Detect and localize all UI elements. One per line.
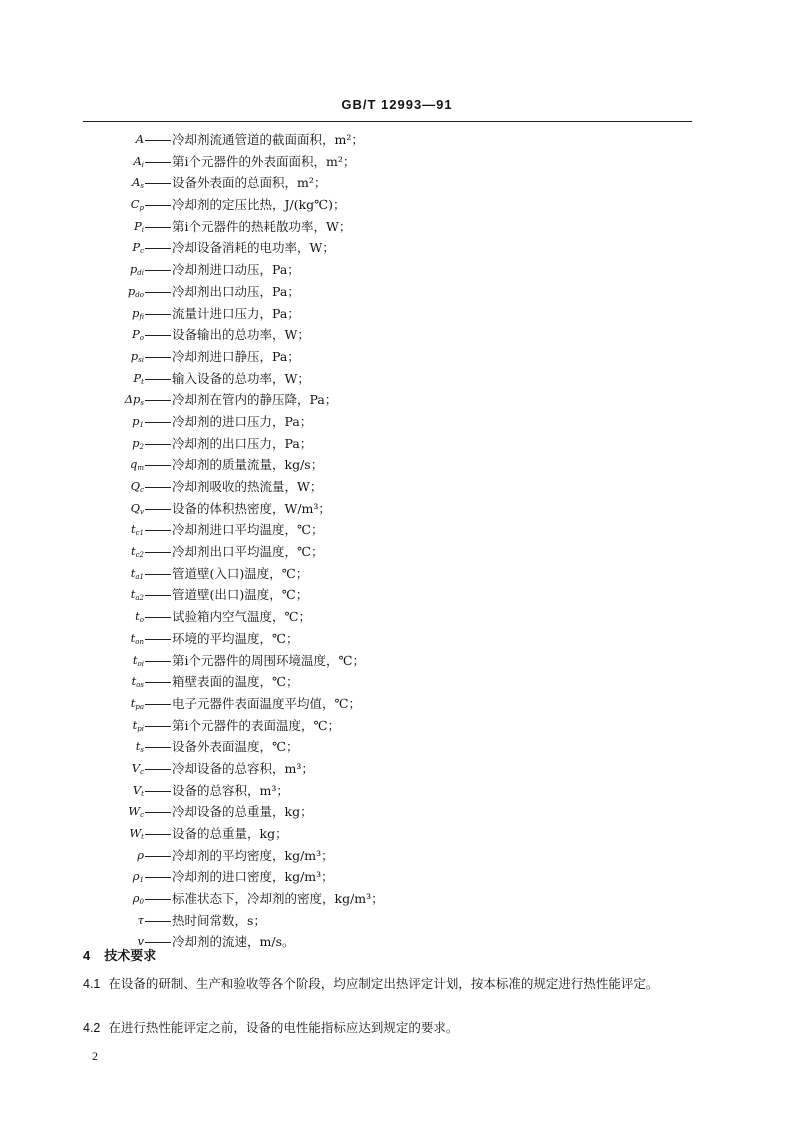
symbol-letter: W [128,804,141,819]
symbol-letter: v [137,934,144,949]
description-text: 环境的平均温度，℃； [172,630,299,646]
symbol-letter: A [135,132,144,146]
symbol-subscript: do [135,290,144,299]
symbol-subscript: a1 [135,572,144,581]
symbol-subscript: 2 [139,442,144,451]
description-text: 设备的总容积，m³； [172,782,289,798]
symbol-subscript: s [140,399,144,408]
symbol-description [145,216,351,238]
symbol-letter: W [129,826,142,840]
symbol-row [0,389,794,411]
symbol-letter: Q [130,479,141,493]
symbol-description [145,823,288,845]
symbol-subscript: pa [135,702,144,711]
description-text: 冷却设备的总重量，kg； [172,804,313,820]
em-dash-separator [145,812,171,813]
symbol-description [145,324,310,346]
symbol-description [145,259,300,281]
symbol-letter: t [130,630,136,645]
symbol-description [145,237,335,259]
symbol-letter: ρ [137,847,144,862]
symbol-description [145,671,298,693]
symbol-letter: C [130,197,140,212]
symbol-letter: t [135,739,141,754]
em-dash-separator [145,834,171,835]
em-dash-separator [145,639,171,640]
symbol-description [145,498,331,520]
em-dash-separator [145,704,171,705]
symbol-row [0,129,794,151]
symbol-letter: Δp [124,392,141,407]
symbol-subscript: a2 [135,594,144,603]
em-dash-separator [145,617,171,618]
symbol-subscript: c [140,811,144,820]
symbol-description [145,650,365,672]
symbol-row [0,584,794,606]
description-text: 第i个元器件的热耗散功率，W； [172,218,352,234]
symbol-description [145,801,313,823]
symbol-row [0,823,794,845]
description-text: 冷却剂的定压比热，J/(kg℃)； [172,197,346,213]
symbol-description [145,476,322,498]
description-text: 设备的体积热密度，W/m³； [172,500,331,516]
paragraph-text: 在进行热性能评定之前，设备的电性能指标应达到规定的要求。 [108,1020,459,1035]
em-dash-separator [145,292,171,293]
paragraph-number: 4.1 [83,977,101,991]
symbol-description [145,606,311,628]
description-text: 第i个元器件的表面温度，℃； [172,717,340,733]
description-text: 冷却剂流通管道的截面面积，m²； [172,132,364,147]
em-dash-separator [145,899,171,900]
symbol-description [145,541,323,563]
description-text: 电子元器件表面温度平均值，℃； [172,695,361,711]
symbol-row [0,237,794,259]
em-dash-separator [145,574,171,575]
symbol-description [145,758,314,780]
symbol-subscript: si [138,355,144,364]
symbol-description [145,866,334,888]
symbol-subscript: c [140,767,144,776]
symbol-letter: V [132,782,142,797]
description-text: 冷却剂出口动压，Pa； [172,283,300,299]
symbol-subscript: o [139,616,144,625]
paragraph [83,973,695,995]
symbol-row [0,433,794,455]
em-dash-separator [145,248,171,249]
symbol-subscript: fi [139,312,144,321]
symbol-letter: p [127,283,136,298]
symbol-letter: p [130,348,139,363]
symbol-description [145,129,364,151]
symbol-row [0,411,794,433]
description-text: 设备外表面温度，℃； [172,739,299,755]
symbol-row [0,151,794,173]
em-dash-separator [145,183,171,184]
symbol-row [0,259,794,281]
em-dash-separator [145,270,171,271]
symbol-letter: P [132,327,140,342]
symbol-subscript: t [141,377,144,386]
symbol-description [145,303,300,325]
em-dash-separator [145,942,171,943]
section-title: 技术要求 [104,948,157,963]
symbol-subscript: t [141,789,144,798]
symbol-subscript: i [141,160,144,169]
description-text: 冷却剂在管内的静压降，Pa； [172,392,338,408]
em-dash-separator [145,314,171,315]
section-number: 4 [83,948,91,963]
symbol-description [145,563,308,585]
symbol-row [0,498,794,520]
header-divider [83,121,692,122]
symbol-letter: ρ [132,869,140,884]
description-text: 设备的总重量，kg； [172,826,288,841]
symbol-subscript: i [141,225,144,234]
symbol-row [0,281,794,303]
symbol-subscript: c1 [135,529,144,538]
symbol-letter: P [134,218,142,233]
symbol-row [0,628,794,650]
symbol-letter: Q [130,500,141,515]
symbol-row [0,693,794,715]
symbol-subscript: 1 [139,420,144,429]
symbol-description [145,519,323,541]
symbol-row [0,866,794,888]
page-number: 2 [92,1049,98,1063]
em-dash-separator [145,357,171,358]
em-dash-separator [145,162,171,163]
symbol-subscript: 0 [139,898,144,907]
symbol-description [145,411,312,433]
page-header [0,97,794,112]
symbol-subscript: di [137,269,144,278]
symbol-row [0,715,794,737]
description-text: 试验箱内空气温度，℃； [172,609,311,625]
description-text: 冷却剂的进口密度，kg/m³； [172,869,334,885]
description-text: 冷却剂的平均密度，kg/m³； [172,847,334,863]
symbol-row [0,845,794,867]
em-dash-separator [145,227,171,228]
symbol-letter: P [133,370,142,385]
paragraph-number: 4.2 [83,1021,101,1035]
description-text: 冷却剂进口动压，Pa； [172,262,300,278]
symbol-row [0,454,794,476]
symbol-row [0,194,794,216]
symbol-description [145,433,312,455]
symbol-description [145,888,384,910]
em-dash-separator [145,856,171,857]
symbol-subscript: c2 [135,551,144,560]
description-text: 冷却设备消耗的电功率，W； [172,240,335,256]
description-text: 箱壁表面的温度，℃； [172,674,299,690]
em-dash-separator [145,726,171,727]
description-text: 冷却剂的出口压力，Pa； [172,435,313,451]
symbol-description [145,389,337,411]
symbol-row [0,563,794,585]
em-dash-separator [145,487,171,488]
em-dash-separator [145,509,171,510]
symbol-subscript: t [141,833,144,841]
description-text: 第i个元器件的周围环境温度，℃； [172,652,365,668]
symbol-row [0,368,794,390]
symbol-description [145,194,346,216]
symbol-letter: t [131,522,136,537]
symbol-letter: ρ [132,891,140,906]
symbol-description [145,281,300,303]
symbol-row [0,736,794,758]
em-dash-separator [145,465,171,466]
symbol-row [0,650,794,672]
description-text: 冷却剂吸收的热流量，W； [172,479,323,494]
symbol-subscript: on [135,637,144,646]
symbol-letter: t [130,587,136,602]
symbol-description [145,454,323,476]
em-dash-separator [145,140,171,141]
symbol-description [145,931,294,953]
em-dash-separator [145,747,171,748]
symbol-row [0,606,794,628]
description-text: 冷却剂的流速，m/s。 [172,934,295,950]
em-dash-separator [145,877,171,878]
symbol-subscript: 1 [139,876,144,885]
symbol-row [0,324,794,346]
symbol-row [0,801,794,823]
symbol-description [145,584,308,606]
symbol-row [0,476,794,498]
symbol-letter: t [132,652,138,667]
symbol-subscript: oi [137,659,144,668]
description-text: 冷却剂出口平均温度，℃； [172,544,324,560]
description-text: 冷却设备的总容积，m³； [172,760,314,776]
description-text: 输入设备的总功率，W； [172,370,310,386]
em-dash-separator [145,530,171,531]
symbol-row [0,541,794,563]
symbol-subscript: s [140,182,144,191]
symbol-description [145,628,298,650]
description-text: 标准状态下，冷却剂的密度，kg/m³； [172,891,384,907]
em-dash-separator [145,921,171,922]
description-text: 管道壁(出口)温度，℃； [172,587,309,603]
symbol-letter: A [133,153,142,168]
symbol-description [145,693,361,715]
symbol-letter: p [131,305,140,320]
symbol-list [0,129,794,953]
em-dash-separator [145,444,171,445]
symbol-subscript: c [140,486,144,494]
symbol-letter: p [129,262,138,277]
em-dash-separator [145,379,171,380]
symbol-letter: A [132,175,141,190]
symbol-description [145,736,298,758]
symbol-description [145,715,340,737]
symbol-row [0,216,794,238]
symbol-letter: t [131,544,136,559]
em-dash-separator [145,552,171,553]
symbol-letter: t [131,674,137,689]
symbol-subscript: pi [137,724,144,733]
symbol-row [0,172,794,194]
symbol-description [145,368,310,390]
symbol-row [0,346,794,368]
symbol-subscript: o [139,334,144,343]
em-dash-separator [145,400,171,401]
symbol-description [145,172,326,194]
description-text: 冷却剂的进口压力，Pa； [172,413,313,429]
symbol-description [145,910,266,932]
description-text: 设备输出的总功率，W； [172,327,310,343]
em-dash-separator [145,335,171,336]
description-text: 第i个元器件的外表面面积，m²； [172,153,356,169]
symbol-row [0,519,794,541]
symbol-subscript: m [137,464,144,473]
symbol-row [0,910,794,932]
symbol-row [0,671,794,693]
description-text: 设备外表面的总面积，m²； [172,175,327,191]
paragraph-text: 在设备的研制、生产和验收等各个阶段，均应制定出热评定计划，按本标准的规定进行热性能评定。 [108,976,659,991]
symbol-row [0,303,794,325]
em-dash-separator [145,595,171,596]
symbol-subscript: s [140,746,144,755]
paragraph [83,1017,695,1039]
em-dash-separator [145,205,171,206]
symbol-letter: P [132,240,141,255]
em-dash-separator [145,422,171,423]
standard-code: GB/T 12993—91 [341,97,453,112]
description-text: 管道壁(入口)温度，℃； [172,565,309,581]
description-text: 冷却剂进口静压，Pa； [172,348,300,364]
section-heading [83,945,156,964]
symbol-letter: V [131,760,141,775]
description-text: 冷却剂的质量流量，kg/s； [172,457,324,473]
symbol-description [145,845,334,867]
symbol-subscript: p [139,204,144,213]
symbol-description [145,346,300,368]
symbol-description [145,151,355,173]
symbol-subscript: c [140,247,144,256]
em-dash-separator [145,661,171,662]
em-dash-separator [145,682,171,683]
description-text: 热时间常数，s； [172,912,266,928]
description-text: 流量计进口压力，Pa； [172,305,300,321]
symbol-row [0,758,794,780]
symbol-row [0,780,794,802]
em-dash-separator [145,791,171,792]
symbol-description [145,780,289,802]
symbol-letter: t [130,695,136,710]
symbol-row [0,888,794,910]
symbol-letter: τ [137,912,144,927]
symbol-subscript: os [136,681,144,690]
description-text: 冷却剂进口平均温度，℃； [172,522,324,538]
symbol-letter: t [132,717,138,732]
symbol-letter: t [135,609,140,624]
symbol-letter: t [130,565,136,580]
symbol-letter: p [132,435,140,450]
em-dash-separator [145,769,171,770]
symbol-subscript: v [140,507,144,516]
symbol-letter: p [132,413,140,428]
symbol-letter: q [129,457,138,472]
